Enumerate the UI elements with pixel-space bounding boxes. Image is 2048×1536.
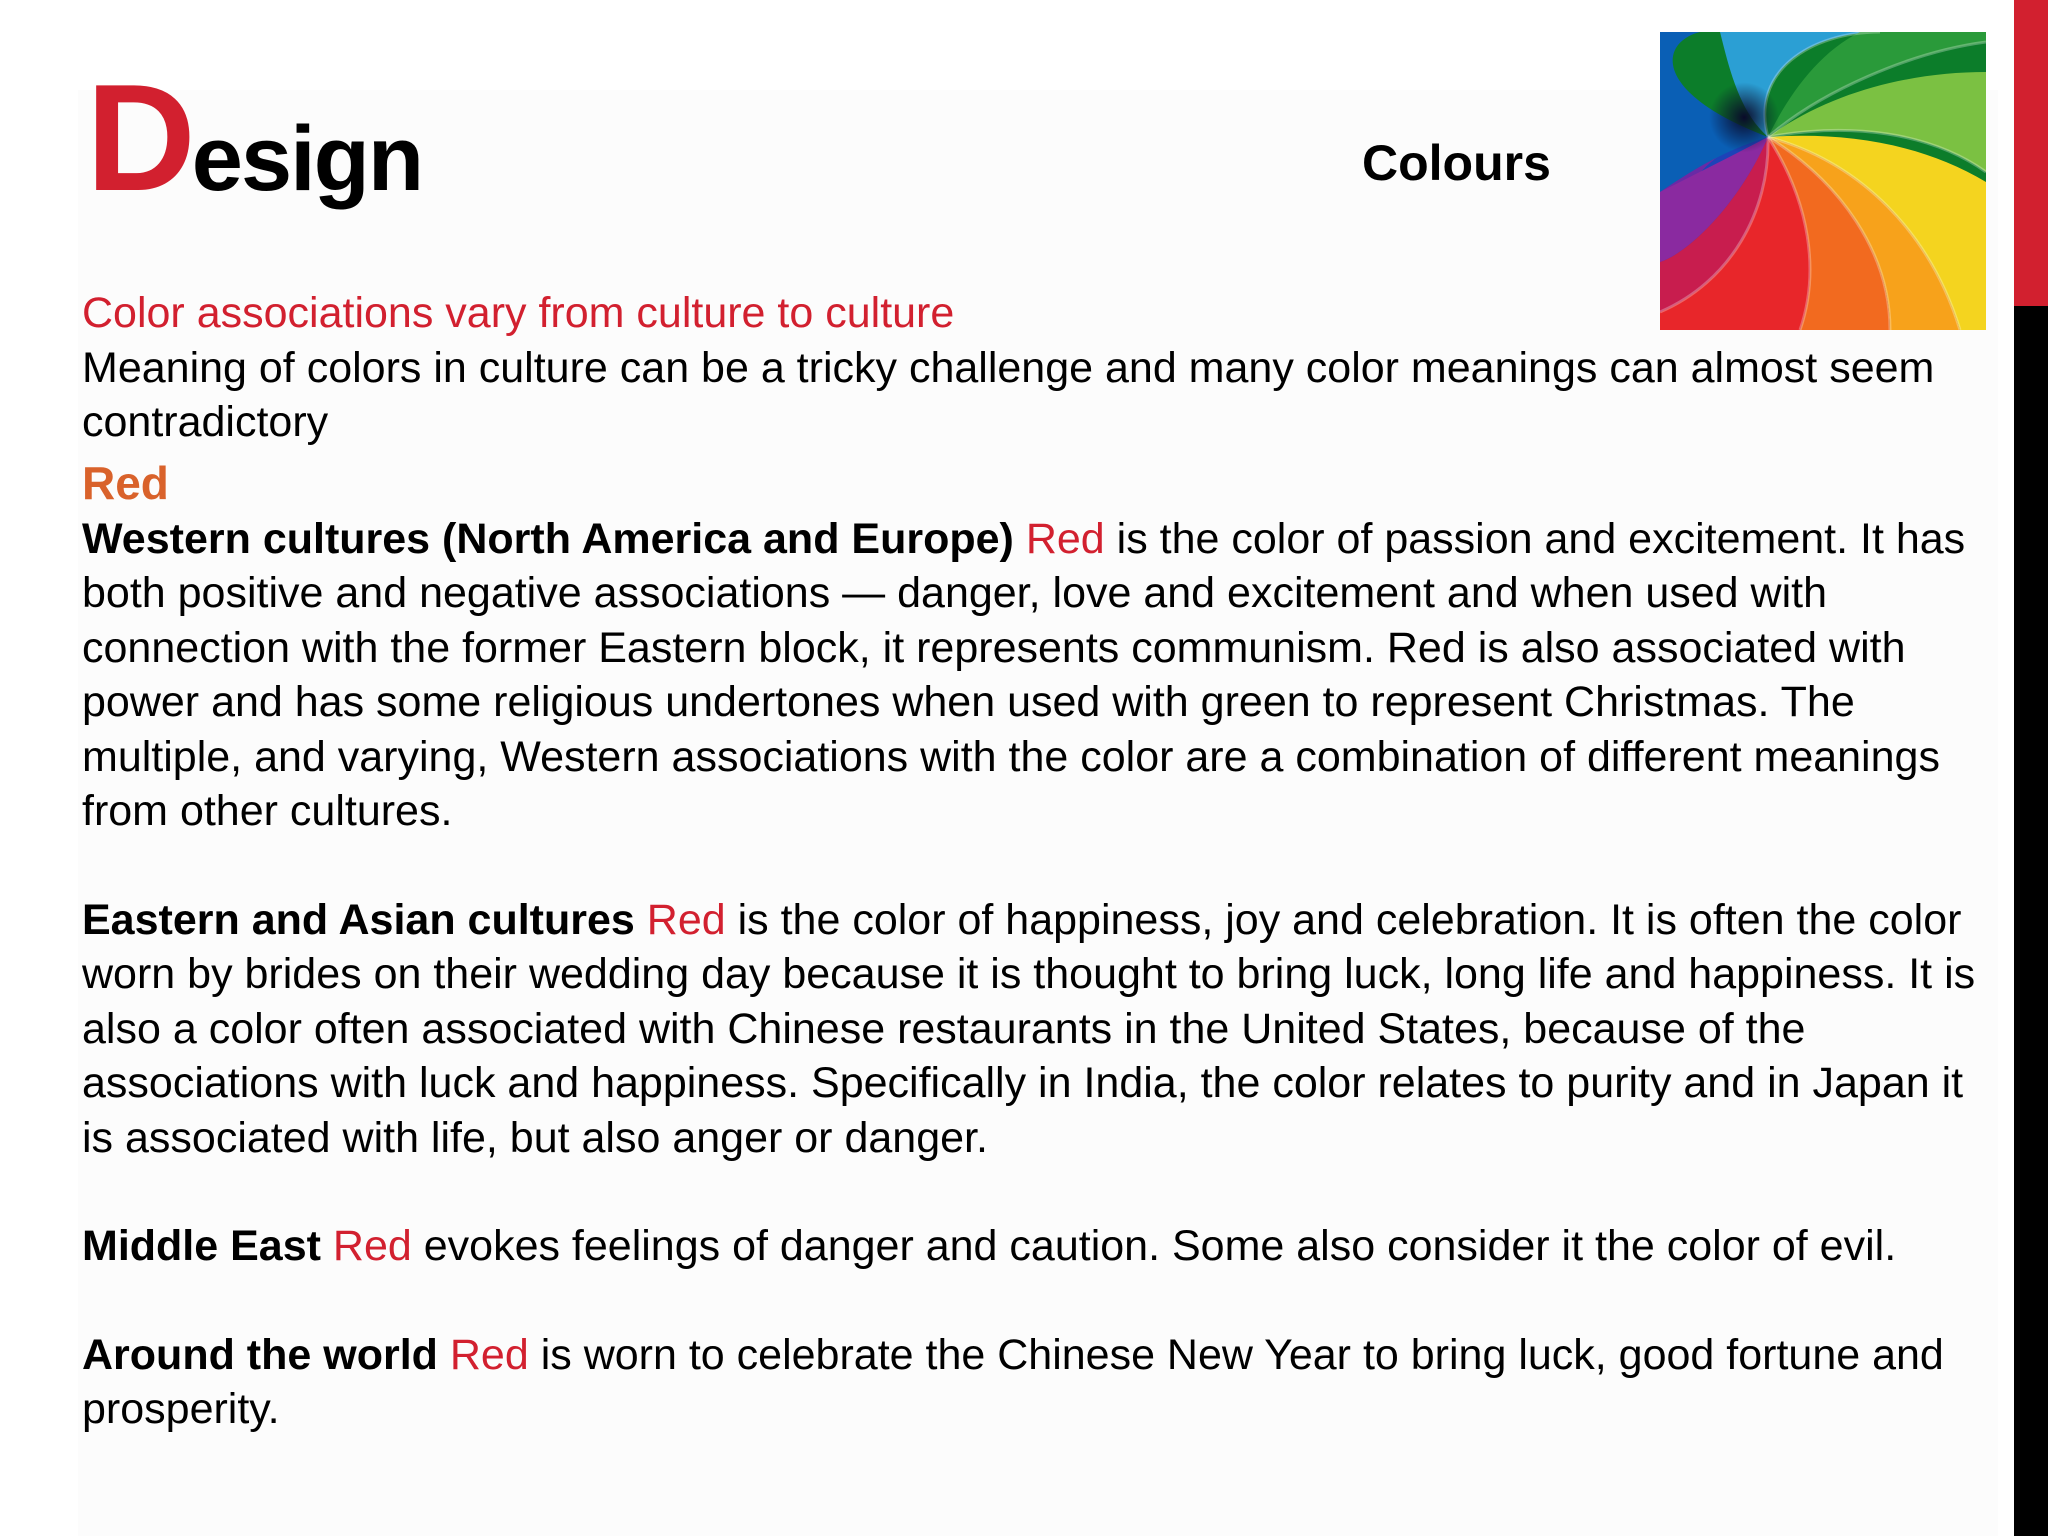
body-text <box>82 286 1998 1437</box>
subtitle: Color associations vary from culture to culture <box>82 289 955 337</box>
paragraph-eastern <box>82 893 1998 1166</box>
paragraph-label: Around the world <box>82 1330 438 1379</box>
paragraph-text: is the color of happiness, joy and celebration. It is often the color worn by brides on their wedding day because it is thought to bring luck, long life and happiness. It is also a color often associated with Chinese restaurants in the United States, because of the associations with luck and happiness. Specifically in India, the color relates to purity and in Japan it is associated with life, but also anger or danger. <box>82 895 1976 1162</box>
paragraph-world <box>82 1328 1998 1437</box>
paragraph-text: evokes feelings of danger and caution. Some also consider it the color of evil. <box>423 1222 1897 1270</box>
keyword-red: Red <box>646 895 726 944</box>
title-initial: D <box>86 53 192 223</box>
paragraph-text: is worn to celebrate the Chinese New Year to bring luck, good fortune and prosperity. <box>82 1330 1944 1433</box>
section-heading: Colours <box>1362 135 1551 191</box>
keyword-red: Red <box>1025 514 1105 563</box>
paragraph-label: Western cultures (North America and Europe) <box>82 514 1014 563</box>
paragraph-label: Eastern and Asian cultures <box>82 895 635 944</box>
paragraph-text: is the color of passion and excitement. It has both positive and negative associations — danger, love and excitement and when used with connection with the former Eastern block, it represents communism. Red is also associated with power and has some religious undertones when used with green to represent Christmas. The multiple, and varying, Western associations with the color are a combination of different meanings from other cultures. <box>82 514 1966 835</box>
intro-text: Meaning of colors in culture can be a tricky challenge and many color meanings can almost seem contradictory <box>82 343 1935 446</box>
sidebar-accent-red <box>2014 0 2048 306</box>
sidebar-accent-black <box>2014 306 2048 1536</box>
paragraph-middle-east <box>82 1219 1998 1274</box>
slide-title <box>86 53 423 223</box>
paragraph-western <box>82 512 1998 839</box>
keyword-red: Red <box>449 1330 529 1379</box>
keyword-red: Red <box>332 1222 412 1270</box>
paragraph-label: Middle East <box>82 1222 321 1270</box>
title-rest: esign <box>191 108 423 210</box>
color-heading: Red <box>82 456 169 509</box>
